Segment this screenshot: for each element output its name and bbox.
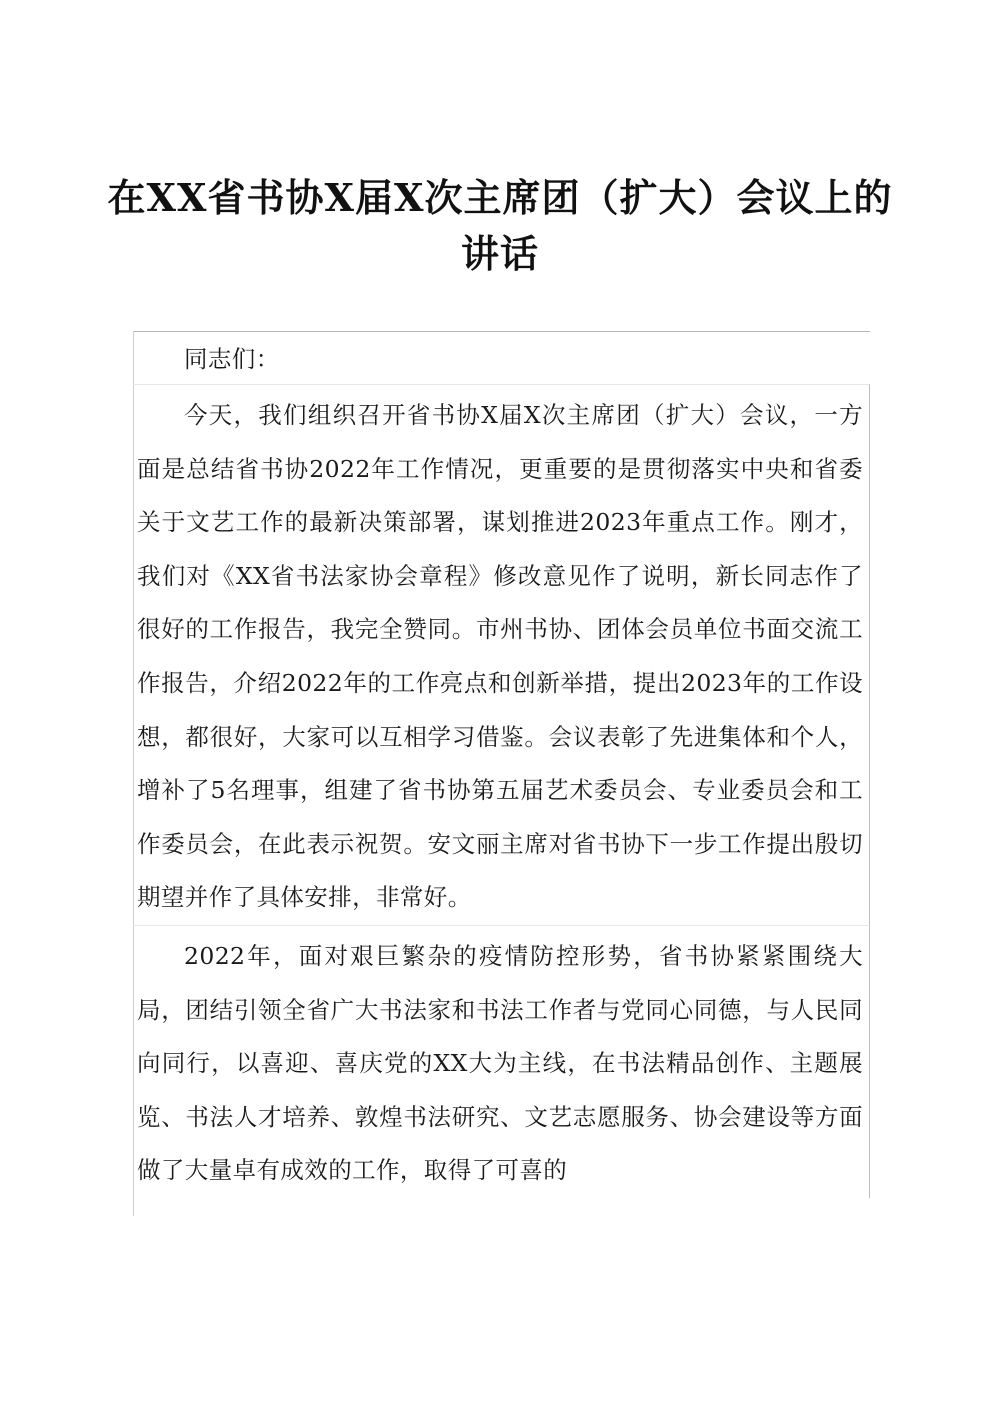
paragraph-1: 今天，我们组织召开省书协X届X次主席团（扩大）会议，一方面是总结省书协2022年工作情况，更重要的是贯彻落实中央和省委关于文艺工作的最新决策部署，谋划推进2023年重点工作。刚才，我们对《XX省书法家协会章程》修改意见作了说明，新长同志作了很好的工作报告，我完全赞同。市州书协、团体会员单位书面交流工作报告，介绍2022年的工作亮点和创新举措，提出2023年的工作设想，都很好，大家可以互相学习借鉴。会议表彰了先进集体和个人，增补了5名理事，组建了省书协第五届艺术委员会、专业委员会和工作委员会，在此表示祝贺。安文丽主席对省书协下一步工作提出殷切期望并作了具体安排，非常好。 — [133, 384, 870, 925]
document-title: 在XX省书协X届X次主席团（扩大）会议上的讲话 — [107, 175, 893, 276]
paragraph-2: 2022年，面对艰巨繁杂的疫情防控形势，省书协紧紧围绕大局，团结引领全省广大书法家和书法工作者与党同心同德，与人民同向同行，以喜迎、喜庆党的XX大为主线，在书法精品创作、主题展览、书法人才培养、敦煌书法研究、文艺志愿服务、协会建设等方面做了大量卓有成效的工作，取得了可喜的 — [133, 925, 870, 1198]
greeting-line: 同志们： — [184, 345, 280, 373]
document-body — [133, 331, 870, 1198]
